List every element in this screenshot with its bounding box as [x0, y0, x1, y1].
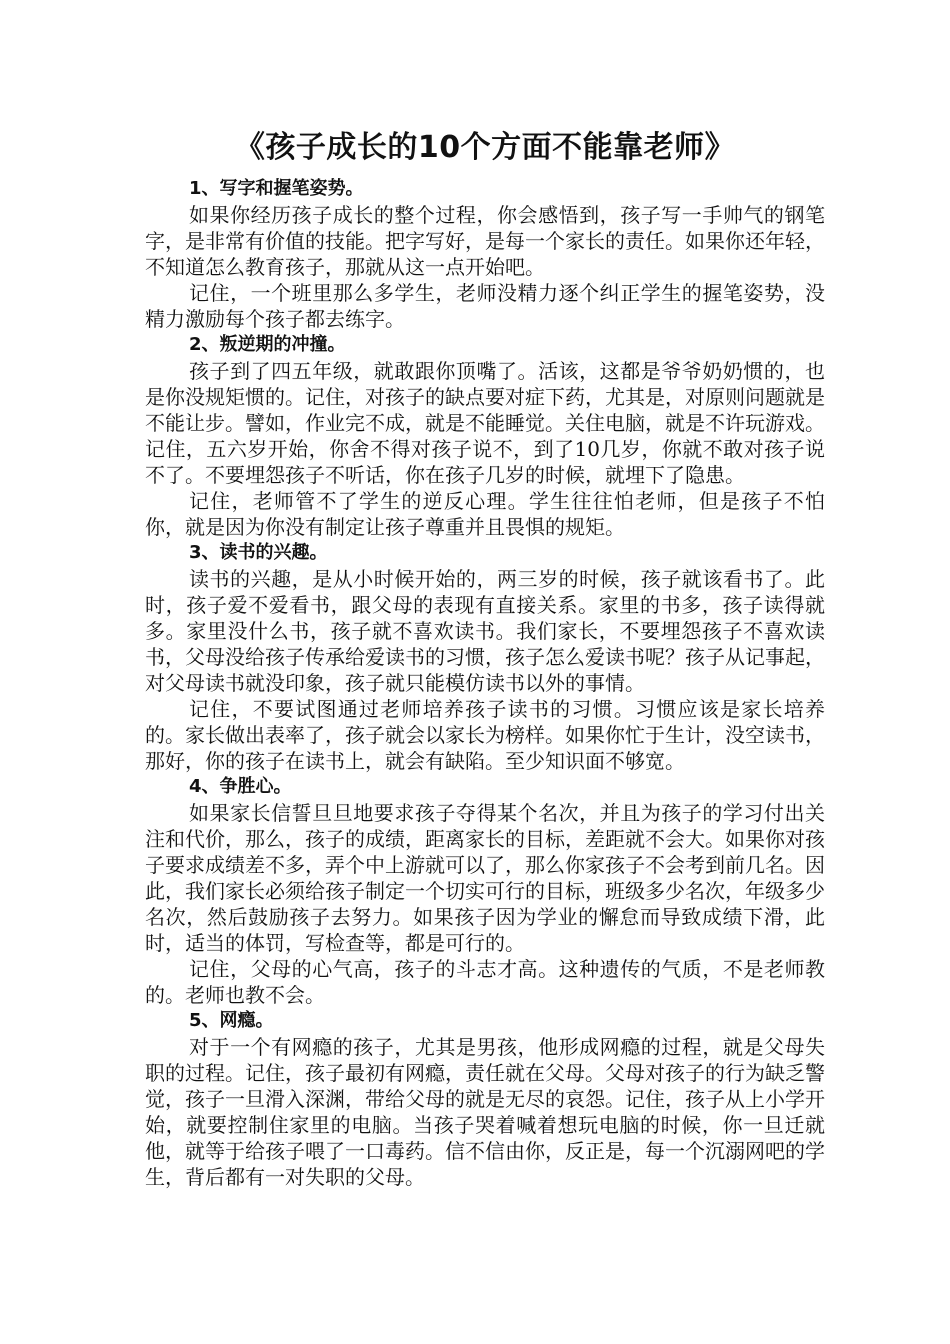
section-competitiveness	[145, 774, 825, 1008]
section-paragraph: 记住，不要试图通过老师培养孩子读书的习惯。习惯应该是家长培养的。家长做出表率了，孩子就会以家长为榜样。如果你忙于生计，没空读书，那好，你的孩子在读书上，就会有缺陷。至少知识面不够宽。	[145, 697, 825, 773]
section-paragraph: 对于一个有网瘾的孩子，尤其是男孩，他形成网瘾的过程，就是父母失职的过程。记住，孩子最初有网瘾，责任就在父母。父母对孩子的行为缺乏警觉，孩子一旦滑入深渊，带给父母的就是无尽的哀怨。记住，孩子从上小学开始，就要控制住家里的电脑。当孩子哭着喊着想玩电脑的时候，你一旦迁就他，就等于给孩子喂了一口毒药。信不信由你，反正是，每一个沉溺网吧的学生，背后都有一对失职的父母。	[145, 1035, 825, 1189]
document-body	[145, 128, 825, 1190]
section-heading: 3、读书的兴趣。	[189, 542, 328, 563]
section-heading: 5、网瘾。	[189, 1010, 274, 1031]
section-paragraph: 读书的兴趣，是从小时候开始的，两三岁的时候，孩子就该看书了。此时，孩子爱不爱看书，跟父母的表现有直接关系。家里的书多，孩子读得就多。家里没什么书，孩子就不喜欢读书。我们家长，不要埋怨孩子不喜欢读书，父母没给孩子传承给爱读书的习惯，孩子怎么爱读书呢？孩子从记事起，对父母读书就没印象，孩子就只能模仿读书以外的事情。	[145, 567, 825, 695]
document-title: 《孩子成长的10个方面不能靠老师》	[234, 130, 736, 165]
section-paragraph: 如果你经历孩子成长的整个过程，你会感悟到，孩子写一手帅气的钢笔字，是非常有价值的技能。把字写好，是每一个家长的责任。如果你还年轻，不知道怎么教育孩子，那就从这一点开始吧。	[145, 203, 825, 279]
section-paragraph: 记住，父母的心气高，孩子的斗志才高。这种遗传的气质，不是老师教的。老师也教不会。	[145, 957, 825, 1007]
section-heading: 2、叛逆期的冲撞。	[189, 334, 346, 355]
section-paragraph: 记住，一个班里那么多学生，老师没精力逐个纠正学生的握笔姿势，没精力激励每个孩子都去练字。	[145, 281, 825, 331]
section-reading	[145, 540, 825, 774]
section-paragraph: 孩子到了四五年级，就敢跟你顶嘴了。活该，这都是爷爷奶奶惯的，也是你没规矩惯的。记住，对孩子的缺点要对症下药，尤其是，对原则问题就是不能让步。譬如，作业完不成，就是不能睡觉。关住电脑，就是不许玩游戏。记住，五六岁开始，你舍不得对孩子说不，到了10几岁，你就不敢对孩子说不了。不要埋怨孩子不听话，你在孩子几岁的时候，就埋下了隐患。	[145, 359, 825, 487]
section-paragraph: 记住，老师管不了学生的逆反心理。学生往往怕老师，但是孩子不怕你，就是因为你没有制定让孩子尊重并且畏惧的规矩。	[145, 489, 825, 539]
section-internet-addiction	[145, 1008, 825, 1190]
section-heading: 1、写字和握笔姿势。	[189, 178, 364, 199]
section-rebellion	[145, 332, 825, 540]
section-handwriting	[145, 176, 825, 332]
section-paragraph: 如果家长信誓旦旦地要求孩子夺得某个名次，并且为孩子的学习付出关注和代价，那么，孩子的成绩，距离家长的目标，差距就不会大。如果你对孩子要求成绩差不多，弄个中上游就可以了，那么你家孩子不会考到前几名。因此，我们家长必须给孩子制定一个切实可行的目标，班级多少名次，年级多少名次，然后鼓励孩子去努力。如果孩子因为学业的懈怠而导致成绩下滑，此时，适当的体罚，写检查等，都是可行的。	[145, 801, 825, 955]
section-heading: 4、争胜心。	[189, 776, 292, 797]
